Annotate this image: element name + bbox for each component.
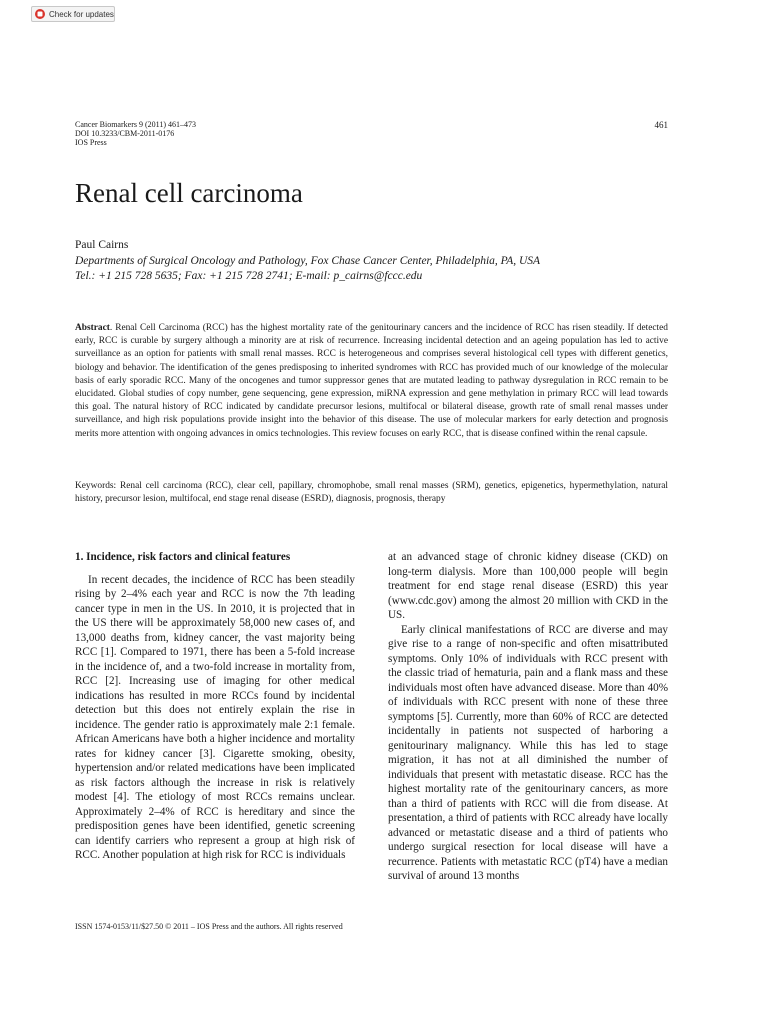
copyright-footer: ISSN 1574-0153/11/$27.50 © 2011 – IOS Press and the authors. All rights reserved xyxy=(75,922,343,931)
abstract-label: Abstract xyxy=(75,323,110,333)
check-for-updates-icon xyxy=(35,9,45,19)
affiliation: Departments of Surgical Oncology and Pathology, Fox Chase Cancer Center, Philadelphia, PA, USA xyxy=(75,255,541,267)
page-number: 461 xyxy=(654,120,668,130)
section-heading: 1. Incidence, risk factors and clinical features xyxy=(75,551,291,563)
body-column-left xyxy=(75,550,355,863)
journal-citation: Cancer Biomarkers 9 (2011) 461–473 xyxy=(75,120,197,129)
keywords-label: Keywords xyxy=(75,481,114,491)
abstract xyxy=(75,322,668,441)
journal-meta xyxy=(75,120,196,147)
author-name: Paul Cairns xyxy=(75,239,129,251)
abstract-text: . Renal Cell Carcinoma (RCC) has the highest mortality rate of the genitourinary cancers and the incidence of RCC has risen steadily. If detected early, RCC is curable by surgery although a minority are at risk of recurrence. Increasing incidental detection and an ageing population has led to active surveillance as an option for patients with small renal masses. RCC is heterogeneous and comprises several histological cell types with different genetics, biology and behavior. The identification of the genes predisposing to inherited syndromes with RCC has provided much of our knowledge of the molecular basis of early sporadic RCC. Many of the oncogenes and tumor suppressor genes that are mutated leading to pathway dysregulation in RCC remain to be elucidated. Global studies of copy number, gene sequencing, gene expression, miRNA expression and gene methylation in primary RCC will lead towards this goal. The natural history of RCC indicated by candidate precursor lesions, multifocal or bilateral disease, growth rate of small renal masses under surveillance, and high risk populations provide insight into the behavior of this disease. The use of molecular markers for early detection and prognosis merits more attention with ongoing advances in omics technologies. This review focuses on early RCC, that is disease confined within the renal capsule. xyxy=(75,323,668,439)
body-paragraph: Early clinical manifestations of RCC are diverse and may give rise to a range of non-specific and often misattributed symptoms. Only 10% of individuals with RCC present with the classic triad of hematuria, pain and a flank mass and these individuals most often have advanced disease. More than 40% of individuals with RCC present with none of these three symptoms [5]. Currently, more than 60% of RCC are detected incidentally in patients not suspected of harboring a genitourinary malignancy. While this has led to stage migration, it has not at all diminished the number of individuals that present with metastatic disease. RCC has the highest mortality rate of the genitourinary cancers, as more than a third of patients with RCC will die from disease. At presentation, a third of patients with RCC already have locally advanced or metastatic disease and a third of patients who undergo surgical resection for local disease will have a recurrence. Patients with metastatic RCC (pT4) have a median survival of around 13 months xyxy=(388,623,668,882)
check-for-updates-badge[interactable] xyxy=(31,6,115,22)
body-column-right xyxy=(388,550,668,884)
author-affiliation-block xyxy=(75,254,540,284)
doi[interactable]: DOI 10.3233/CBM-2011-0176 xyxy=(75,129,175,138)
keywords xyxy=(75,480,668,506)
article-title: Renal cell carcinoma xyxy=(75,178,303,208)
publisher: IOS Press xyxy=(75,138,107,147)
keywords-text: : Renal cell carcinoma (RCC), clear cell, papillary, chromophobe, small renal masses (SRM), genetics, epigenetics, hypermethylation, natural history, precursor lesion, multifocal, end stage renal disease (ESRD), diagnosis, prognosis, therapy xyxy=(75,481,668,505)
check-for-updates-label: Check for updates xyxy=(49,9,114,19)
body-paragraph: In recent decades, the incidence of RCC has been steadily rising by 2–4% each year and RCC is now the 7th leading cancer type in men in the US. In 2010, it is projected that in the US there will be approximately 58,000 new cases of, and 13,000 deaths from, kidney cancer, the vast majority being RCC [1]. Compared to 1971, there has been a 5-fold increase in the incidence of, and a two-fold increase in mortality from, RCC [2]. Increasing use of imaging for other medical indications has resulted in more RCCs found by incidental detection but this does not entirely explain the rise in incidence. The gender ratio is approximately male 2:1 female. African Americans have both a higher incidence and mortality rates for kidney cancer [3]. Cigarette smoking, obesity, hypertension and/or related medications have been implicated as risk factors although the increase in risk is relatively modest [4]. The etiology of most RCCs remains unclear. Approximately 2–4% of RCC is hereditary and since the predisposition genes have been identified, genetic screening can identify carriers who represent a group at high risk of RCC. Another population at high risk for RCC is individuals xyxy=(75,573,355,861)
body-paragraph: at an advanced stage of chronic kidney disease (CKD) on long-term dialysis. More than 100,000 people will begin treatment for end stage renal disease (ESRD) this year (www.cdc.gov) among the almost 20 million with CKD in the US. xyxy=(388,551,668,621)
contact-info: Tel.: +1 215 728 5635; Fax: +1 215 728 2741; E-mail: p_cairns@fccc.edu xyxy=(75,270,423,282)
